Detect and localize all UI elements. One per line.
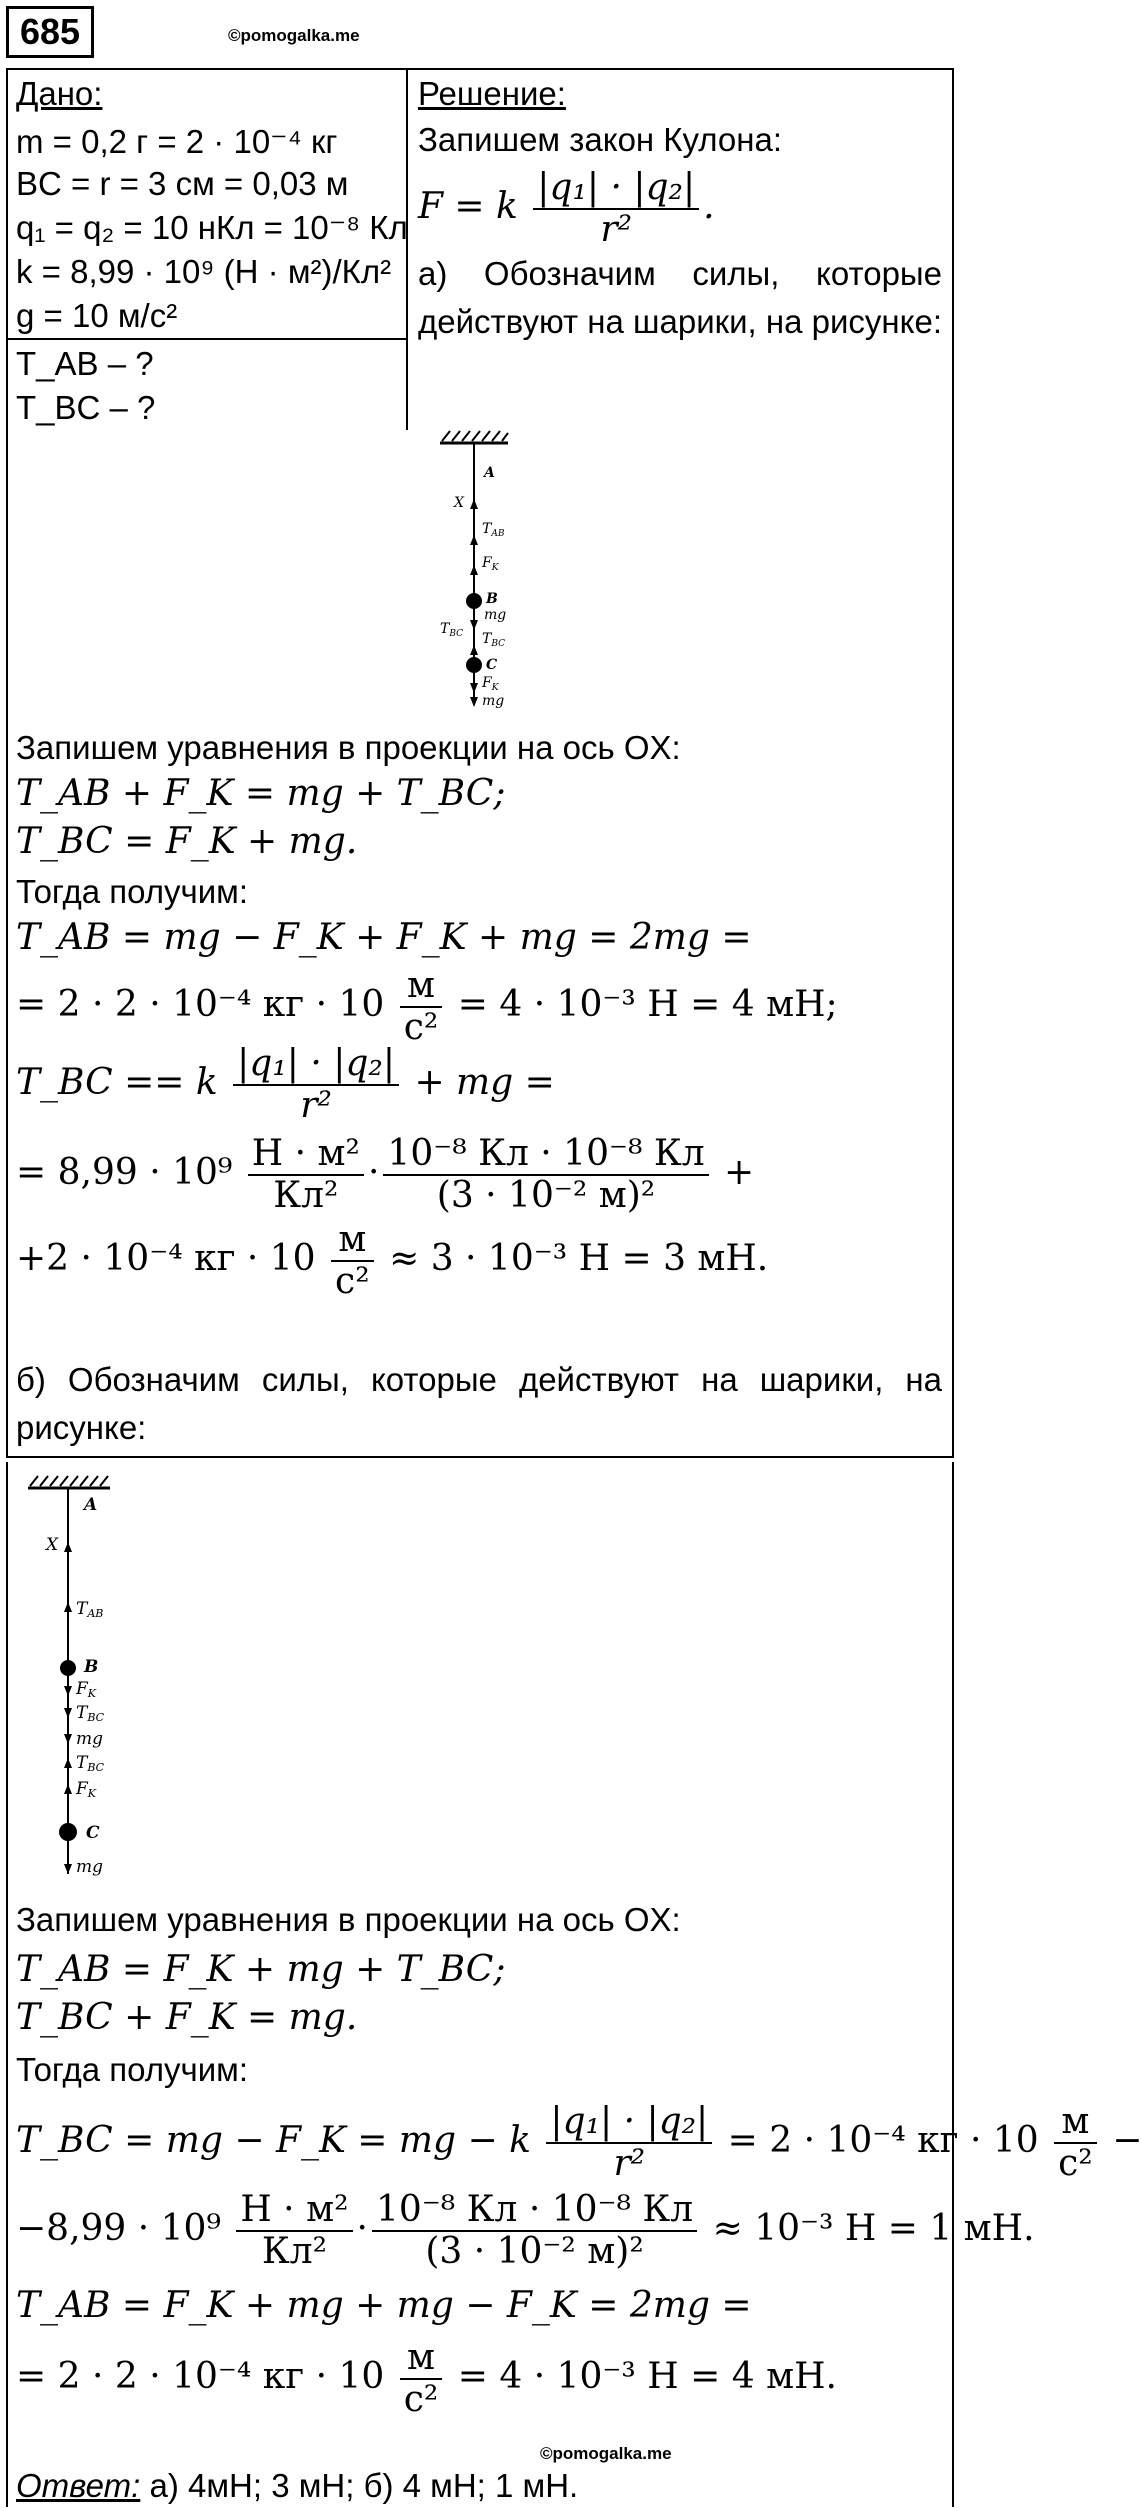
ball-c-b bbox=[59, 1823, 77, 1841]
ceiling-hatch-a bbox=[440, 431, 508, 443]
b-then: Тогда получим: bbox=[16, 2051, 248, 2088]
answer bbox=[16, 2466, 578, 2506]
a-result-2-unit-den: с² bbox=[403, 1007, 439, 1048]
coulomb-lhs: F = k bbox=[418, 186, 518, 227]
b-result-2-pre: −8,99 · 10⁹ bbox=[16, 2208, 221, 2249]
b-result-1-post: − bbox=[1112, 2120, 1142, 2161]
fig-a-label-mg1: mg bbox=[484, 607, 507, 623]
coulomb-intro: Запишем закон Кулона: bbox=[418, 121, 783, 158]
fig-a-label-b: B bbox=[486, 591, 498, 607]
find-tbc: T_BC – ? bbox=[16, 389, 156, 426]
a-result-5-post: ≈ 3 · 10⁻³ Н = 3 мН. bbox=[389, 1238, 769, 1279]
frame-top-border bbox=[6, 68, 954, 70]
a-result-4-unit bbox=[248, 1134, 364, 1216]
fig-b-label-tbc2: TBC bbox=[76, 1753, 105, 1774]
a-result-2-unit bbox=[400, 966, 443, 1048]
a-equation-1: T_AB + F_K = mg + T_BC; bbox=[16, 773, 506, 814]
b-result-1-pre: T_BC = mg − F_K = mg − k bbox=[16, 2120, 531, 2161]
fig-b-label-mg2: mg bbox=[76, 1857, 104, 1877]
given-line-charge: q₁ = q₂ = 10 нКл = 10⁻⁸ Кл bbox=[16, 209, 408, 246]
b-result-3: T_AB = F_K + mg + mg − F_K = 2mg = bbox=[16, 2285, 752, 2326]
a-result-4 bbox=[16, 1134, 754, 1216]
b-result-1-den: r² bbox=[613, 2143, 646, 2184]
b-result-4-unit bbox=[400, 2338, 443, 2420]
a-result-4-fraction-den: (3 · 10⁻² м)² bbox=[436, 1175, 656, 1216]
find-divider bbox=[6, 338, 408, 340]
answer-label: Ответ: bbox=[16, 2467, 141, 2504]
frame-b-left-border bbox=[6, 1462, 8, 2507]
a-result-4-unit-num: Н · м² bbox=[248, 1134, 364, 1176]
given-line-g: g = 10 м/с² bbox=[16, 297, 178, 334]
b-result-2-unit bbox=[236, 2190, 352, 2272]
frame-bottom-border-a bbox=[6, 1456, 954, 1458]
given-line-distance: BC = r = 3 см = 0,03 м bbox=[16, 165, 349, 202]
coulomb-denominator: r² bbox=[600, 209, 633, 250]
ceiling-hatch-b bbox=[28, 1476, 110, 1488]
figure-a bbox=[420, 425, 540, 720]
given-divider bbox=[406, 68, 408, 430]
fig-a-label-fk2: $F_K$ bbox=[482, 675, 499, 693]
b-projection-intro: Запишем уравнения в проекции на ось OX: bbox=[16, 1901, 681, 1938]
fig-a-label-tbc1: $T_{BC}$ bbox=[440, 621, 464, 639]
a-result-3-post: + mg = bbox=[414, 1062, 555, 1103]
b-equation-1: T_AB = F_K + mg + T_BC; bbox=[16, 1949, 506, 1990]
ball-b-b bbox=[60, 1660, 76, 1676]
part-b-text: б) Обозначим силы, которые действуют на шарики, на рисунке: bbox=[16, 1361, 942, 1446]
problem-number: 685 bbox=[6, 6, 94, 58]
fig-b-label-tab: TAB bbox=[76, 1599, 104, 1620]
part-a-text: а) Обозначим силы, которые действуют на шарики, на рисунке: bbox=[418, 255, 942, 340]
a-result-3-fraction bbox=[233, 1044, 399, 1126]
fig-b-label-x: X bbox=[46, 1535, 59, 1555]
b-result-2 bbox=[16, 2190, 1035, 2272]
watermark-bottom: ©pomogalka.me bbox=[540, 2444, 672, 2463]
b-result-1-unit-den: с² bbox=[1058, 2143, 1093, 2184]
a-result-2 bbox=[16, 966, 838, 1048]
frame-left-border bbox=[6, 68, 8, 1458]
fig-b-label-c: C bbox=[86, 1823, 100, 1843]
b-result-1-unit bbox=[1054, 2102, 1097, 2184]
fig-b-label-a: A bbox=[84, 1495, 98, 1515]
a-result-5 bbox=[16, 1220, 768, 1302]
b-result-2-fraction-den: (3 · 10⁻² м)² bbox=[425, 2231, 644, 2272]
b-result-1-num: |q₁| · |q₂| bbox=[546, 2102, 712, 2144]
fig-a-label-x: X bbox=[454, 495, 464, 511]
a-result-2-pre: = 2 · 2 · 10⁻⁴ кг · 10 bbox=[16, 984, 385, 1025]
b-equation-2: T_BC + F_K = mg. bbox=[16, 1997, 358, 2038]
frame-b-right-border bbox=[952, 1462, 954, 2507]
a-result-3-den: r² bbox=[300, 1085, 332, 1126]
a-result-4-post: + bbox=[724, 1152, 755, 1193]
fig-a-label-fk1: $F_K$ bbox=[482, 555, 499, 573]
b-result-1-fraction bbox=[546, 2102, 712, 2184]
b-result-2-fraction bbox=[372, 2190, 697, 2272]
fig-a-label-a: A bbox=[484, 465, 495, 481]
a-result-3-num: |q₁| · |q₂| bbox=[233, 1044, 399, 1086]
b-result-1-mid: = 2 · 10⁻⁴ кг · 10 bbox=[727, 2120, 1039, 2161]
a-result-2-unit-num: м bbox=[400, 966, 443, 1008]
ball-c-a bbox=[466, 657, 482, 673]
a-result-3-pre: T_BC == k bbox=[16, 1062, 218, 1103]
a-result-4-pre: = 8,99 · 10⁹ bbox=[16, 1152, 233, 1193]
b-result-4-unit-num: м bbox=[400, 2338, 443, 2380]
fig-b-label-fk2: FK bbox=[76, 1779, 97, 1800]
b-result-4-post: = 4 · 10⁻³ Н = 4 мН. bbox=[457, 2356, 837, 2397]
a-result-5-unit-num: м bbox=[331, 1220, 374, 1262]
frame-right-border bbox=[952, 68, 954, 1458]
fig-b-label-fk1: FK bbox=[76, 1679, 97, 1700]
a-result-4-fraction-num: 10⁻⁸ Кл · 10⁻⁸ Кл bbox=[383, 1134, 708, 1176]
a-result-5-unit bbox=[331, 1220, 374, 1302]
fig-b-label-mg1: mg bbox=[76, 1729, 104, 1749]
fig-a-label-c: C bbox=[486, 657, 498, 673]
b-result-2-fraction-num: 10⁻⁸ Кл · 10⁻⁸ Кл bbox=[372, 2190, 697, 2232]
given-title: Дано: bbox=[16, 75, 103, 112]
a-projection-intro: Запишем уравнения в проекции на ось OX: bbox=[16, 729, 681, 766]
b-result-4 bbox=[16, 2338, 837, 2420]
b-result-4-unit-den: с² bbox=[403, 2379, 439, 2420]
b-result-2-unit-num: Н · м² bbox=[236, 2190, 352, 2232]
fig-a-label-tab: $T_{AB}$ bbox=[482, 521, 505, 539]
b-result-2-unit-den: Кл² bbox=[261, 2231, 328, 2272]
a-result-5-unit-den: с² bbox=[335, 1261, 370, 1302]
a-result-1: T_AB = mg − F_K + F_K + mg = 2mg = bbox=[16, 917, 752, 958]
a-result-4-dot: · bbox=[367, 1152, 380, 1193]
watermark: ©pomogalka.me bbox=[228, 26, 360, 45]
a-result-4-fraction bbox=[383, 1134, 708, 1216]
figure-b bbox=[20, 1462, 140, 1882]
find-tab: T_AB – ? bbox=[16, 345, 154, 382]
a-result-5-pre: +2 · 10⁻⁴ кг · 10 bbox=[16, 1238, 316, 1279]
b-result-2-post: ≈ 10⁻³ Н = 1 мН. bbox=[712, 2208, 1035, 2249]
solution-title: Решение: bbox=[418, 75, 566, 112]
a-equation-2: T_BC = F_K + mg. bbox=[16, 821, 358, 862]
ball-b-a bbox=[466, 593, 482, 609]
coulomb-end: . bbox=[703, 186, 715, 227]
b-result-4-pre: = 2 · 2 · 10⁻⁴ кг · 10 bbox=[16, 2356, 385, 2397]
answer-text: а) 4мН; 3 мН; б) 4 мН; 1 мН. bbox=[149, 2467, 579, 2504]
fig-a-label-mg2: mg bbox=[482, 693, 505, 709]
a-result-4-unit-den: Кл² bbox=[273, 1175, 339, 1216]
a-then: Тогда получим: bbox=[16, 873, 248, 910]
coulomb-formula bbox=[418, 168, 715, 250]
fig-b-label-tbc1: TBC bbox=[76, 1703, 105, 1724]
fig-a-label-tbc2: $T_{BC}$ bbox=[482, 631, 506, 649]
a-result-2-post: = 4 · 10⁻³ Н = 4 мН; bbox=[457, 984, 838, 1025]
fig-b-label-b: B bbox=[84, 1657, 99, 1677]
coulomb-fraction bbox=[533, 168, 699, 250]
b-result-1 bbox=[16, 2102, 1142, 2184]
b-result-1-unit-num: м bbox=[1054, 2102, 1097, 2144]
given-line-mass: m = 0,2 г = 2 · 10⁻⁴ кг bbox=[16, 123, 338, 160]
a-result-3 bbox=[16, 1044, 555, 1126]
given-line-k: k = 8,99 · 10⁹ (Н · м²)/Кл² bbox=[16, 253, 392, 290]
b-result-2-dot: · bbox=[356, 2208, 368, 2249]
coulomb-numerator: |q₁| · |q₂| bbox=[533, 168, 699, 210]
